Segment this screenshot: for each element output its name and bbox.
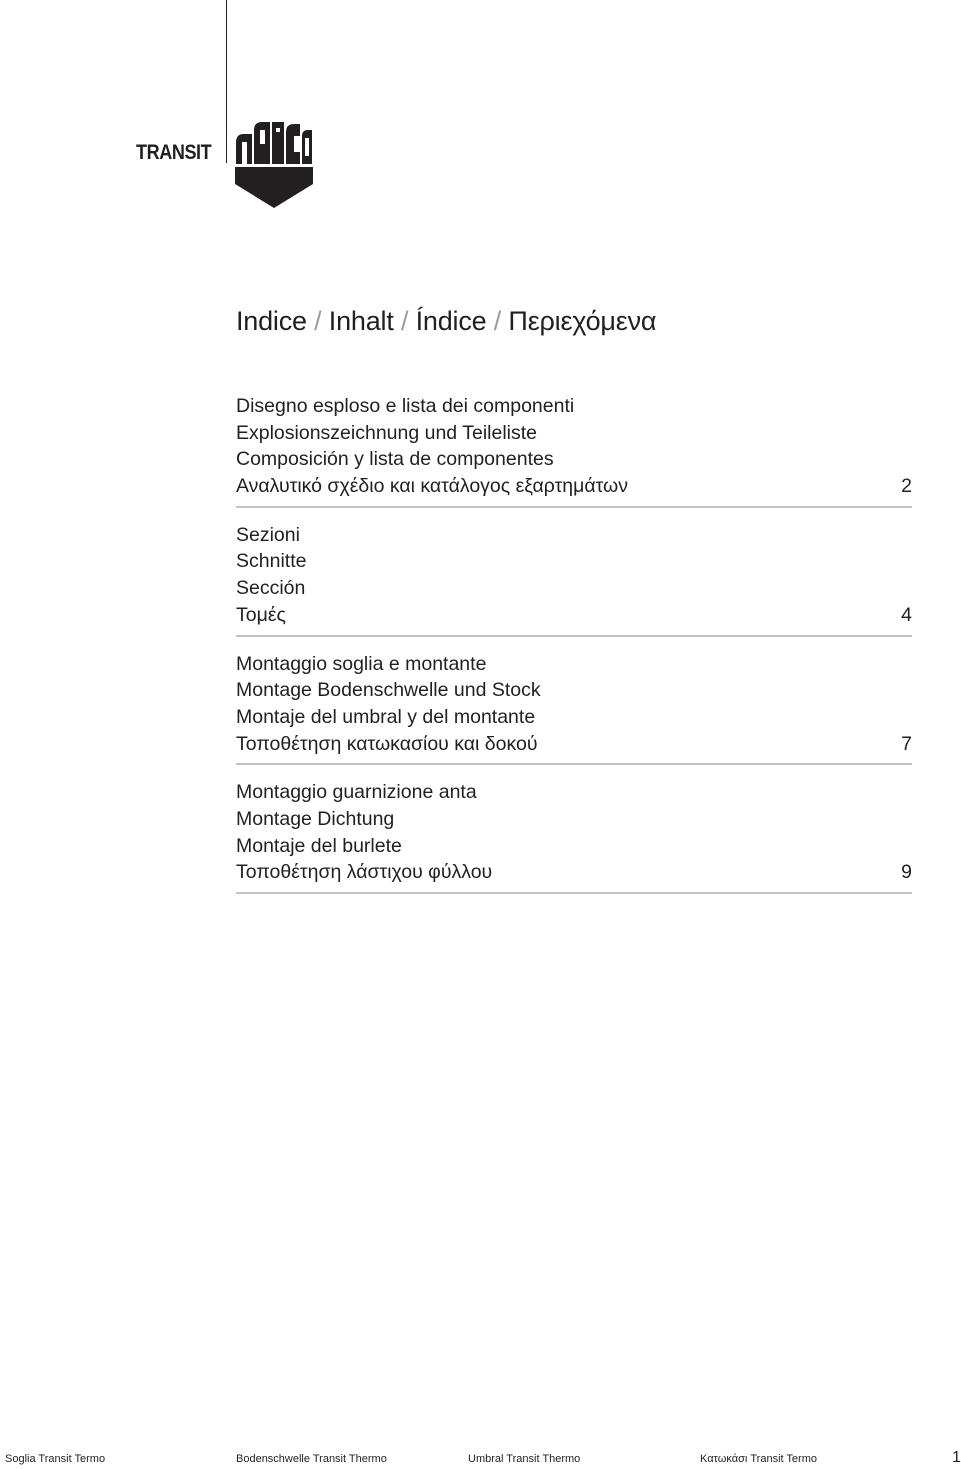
toc-entry-line: Αναλυτικό σχέδιο και κατάλογος εξαρτημάτων [236, 475, 629, 498]
title-separator: / [314, 306, 322, 336]
toc-entry-line: Montaggio soglia e montante [236, 652, 487, 675]
toc-entry-line: Τομές [236, 603, 286, 626]
toc-entry-line: Composición y lista de componentes [236, 448, 554, 471]
toc-page-number: 7 [901, 732, 912, 755]
footer-item-spanish: Umbral Transit Thermo [468, 1453, 581, 1465]
toc-page-number: 2 [901, 475, 912, 498]
title-separator: / [493, 306, 502, 336]
toc-entry-line: Montaggio guarnizione anta [236, 781, 477, 804]
page-title [236, 306, 656, 337]
toc-entry-line: Montage Bodenschwelle und Stock [236, 679, 541, 702]
title-italian: Indice [236, 306, 307, 336]
toc-entry-line: Montaje del umbral y del montante [236, 705, 536, 728]
title-separator: / [400, 306, 409, 336]
toc-entry-sections[interactable] [236, 522, 912, 637]
table-of-contents [236, 393, 912, 908]
toc-entry-line: Τοποθέτηση λάστιχου φύλλου [236, 861, 493, 884]
page-footer [0, 1449, 961, 1469]
title-german: Inhalt [328, 306, 394, 336]
toc-page-number: 4 [901, 603, 912, 626]
toc-entry-line: Τοποθέτηση κατωκασίου και δοκού [236, 732, 538, 755]
header-vertical-rule [226, 0, 227, 163]
toc-entry-line: Montage Dichtung [236, 807, 395, 830]
brand-name: TRANSIT [136, 141, 212, 164]
toc-entry-line: Schnitte [236, 550, 307, 573]
toc-entry-line: Sezioni [236, 523, 300, 546]
toc-entry-seal-mounting[interactable] [236, 779, 912, 894]
maico-logo-icon [234, 118, 314, 210]
footer-item-italian: Soglia Transit Termo [5, 1453, 106, 1465]
footer-item-german: Bodenschwelle Transit Thermo [236, 1453, 387, 1465]
toc-entry-exploded-drawing[interactable] [236, 393, 912, 508]
title-spanish: Índice [415, 306, 487, 336]
toc-entry-threshold-mounting[interactable] [236, 651, 912, 766]
title-greek: Περιεχόμενα [508, 306, 657, 336]
toc-entry-line: Explosionszeichnung und Teileliste [236, 421, 538, 444]
toc-entry-line: Sección [236, 577, 306, 600]
toc-page-number: 9 [901, 861, 912, 884]
footer-item-greek: Κατωκάσι Transit Termo [700, 1453, 817, 1465]
footer-page-number: 1 [952, 1449, 961, 1466]
toc-entry-line: Disegno esploso e lista dei componenti [236, 395, 575, 417]
toc-entry-line: Montaje del burlete [236, 834, 402, 857]
